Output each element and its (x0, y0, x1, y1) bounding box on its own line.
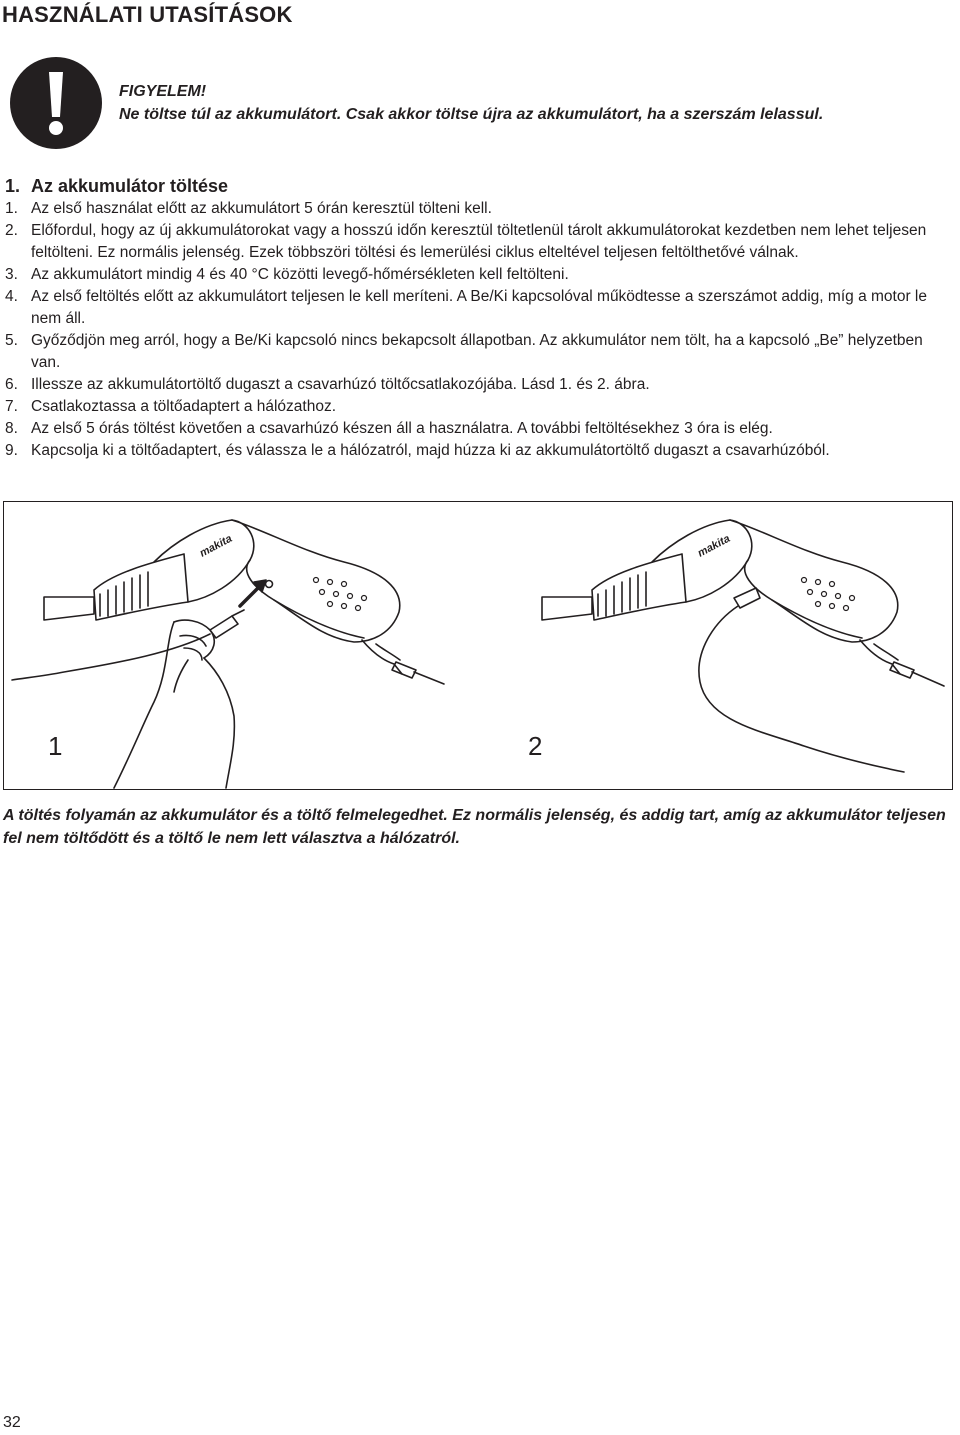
step-text: Kapcsolja ki a töltőadaptert, és válassza le a hálózatról, majd húzza ki az akkumulátortöltő dugaszt a csavarhúzóból. (31, 442, 830, 459)
step-number: 6. (5, 376, 18, 393)
list-item (5, 286, 953, 330)
exclamation-icon (10, 57, 102, 149)
page-title: HASZNÁLATI UTASÍTÁSOK (2, 2, 293, 27)
list-item (5, 396, 953, 418)
step-text: Az első használat előtt az akkumulátort 5 órán keresztül tölteni kell. (31, 200, 492, 217)
step-number: 9. (5, 442, 18, 459)
step-text: Az első feltöltés előtt az akkumulátort teljesen le kell meríteni. A Be/Ki kapcsolóval működtesse a szerszámot addig, míg a motor le nem áll. (31, 288, 927, 327)
section-heading (5, 176, 228, 197)
step-text: Győződjön meg arról, hogy a Be/Ki kapcsoló nincs bekapcsolt állapotban. Az akkumulátor nem tölt, ha a kapcsoló „Be” helyzetben van. (31, 332, 923, 371)
page-number: 32 (3, 1414, 21, 1431)
charging-note: A töltés folyamán az akkumulátor és a töltő felmelegedhet. Ez normális jelenség, és addig tart, amíg az akkumulátor teljesen fel nem töltődött és a töltő le nem lett választva a hálózatról. (3, 807, 946, 847)
section-title-text: Az akkumulátor töltése (31, 176, 229, 196)
list-item (5, 440, 953, 462)
step-text: Az akkumulátort mindig 4 és 40 °C közötti levegő-hőmérsékleten kell feltölteni. (31, 266, 569, 283)
list-item (5, 330, 953, 374)
figure-label: 2 (528, 731, 543, 761)
figure-panel (3, 501, 953, 790)
section-number: 1. (5, 176, 21, 196)
step-text: Előfordul, hogy az új akkumulátorokat vagy a hosszú időn keresztül töltetlenül tárolt akkumulátorokat kezdetben nem lehet teljesen feltölteni. Ez normális jelenség. Ezek többszöri töltési és lemerülési ciklus elteltével teljesen feltölthetővé válnak. (31, 222, 927, 261)
list-item (5, 418, 953, 440)
step-number: 4. (5, 288, 18, 305)
screwdriver-figure-2 (542, 520, 944, 772)
brand-logo: makita (695, 532, 733, 560)
warning-title: FIGYELEM! (119, 83, 207, 100)
brand-logo: makita (197, 532, 235, 560)
step-text: Az első 5 órás töltést követően a csavarhúzó készen áll a használatra. A további feltöltésekhez 3 óra is elég. (31, 420, 773, 437)
step-number: 5. (5, 332, 18, 349)
step-number: 1. (5, 200, 18, 217)
list-item (5, 220, 953, 264)
step-number: 8. (5, 420, 18, 437)
step-number: 2. (5, 222, 18, 239)
figure-label: 1 (48, 731, 63, 761)
charging-steps-list (5, 198, 953, 462)
list-item (5, 374, 953, 396)
screwdriver-illustrations (4, 502, 952, 789)
step-number: 3. (5, 266, 18, 283)
list-item (5, 198, 953, 220)
screwdriver-figure-1 (12, 520, 444, 788)
list-item (5, 264, 953, 286)
step-text: Csatlakoztassa a töltőadaptert a hálózathoz. (31, 398, 337, 415)
step-number: 7. (5, 398, 18, 415)
step-text: Illessze az akkumulátortöltő dugaszt a csavarhúzó töltőcsatlakozójába. Lásd 1. és 2. ábra. (31, 376, 650, 393)
warning-message: Ne töltse túl az akkumulátort. Csak akkor töltse újra az akkumulátort, ha a szerszám lelassul. (119, 106, 824, 123)
warning-block (119, 80, 823, 126)
